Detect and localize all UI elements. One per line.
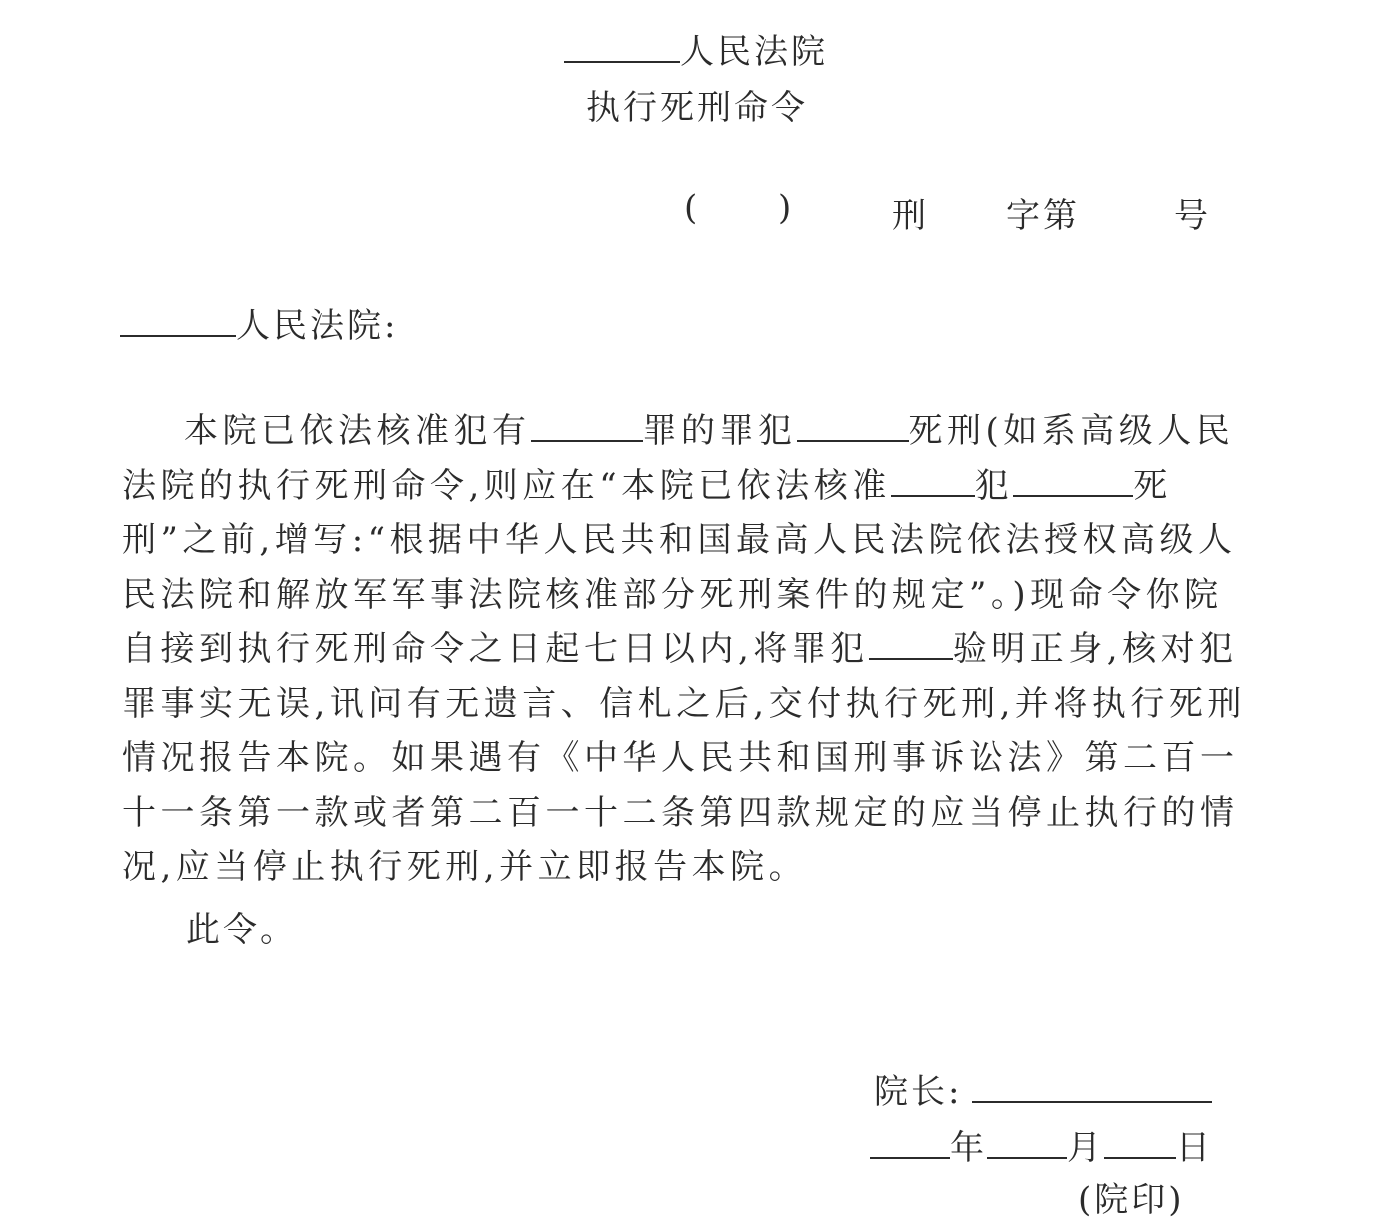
month-label: 月 [1067, 1128, 1104, 1168]
court-suffix: 人民法院 [680, 32, 828, 72]
addressee-court-suffix: 人民法院: [236, 306, 399, 346]
president-signature-blank[interactable] [972, 1071, 1212, 1103]
court-name-header [564, 24, 828, 73]
case-number-close-paren: ) [778, 188, 795, 228]
order-closing: 此令。 [186, 910, 297, 950]
body-text-6: 验明正身,核对犯罪事实无误,讯问有无遗言、信札之后,交付执行死刑,并将执行死刑情况报告本院。如果遇有《中华人民共和国刑事诉讼法》第二百一十一条第一款或者第二百一十二条第四款规定的应当停止执行的情况,应当停止执行死刑,并立即报告本院。 [122, 629, 1246, 887]
case-number-zidi: 字第 [1006, 196, 1080, 236]
insert-name-blank[interactable] [1013, 465, 1133, 497]
month-blank[interactable] [987, 1127, 1067, 1159]
document-title: 执行死刑命令 [586, 88, 808, 128]
addressee-court-blank[interactable] [120, 305, 236, 337]
court-seal-label: (院印) [1078, 1180, 1185, 1220]
verify-name-blank[interactable] [869, 628, 953, 660]
insert-crime-blank[interactable] [891, 465, 975, 497]
court-name-blank[interactable] [564, 31, 680, 63]
body-text-2: 罪的罪犯 [642, 411, 797, 451]
president-label: 院长: [874, 1072, 963, 1112]
case-number-open-paren: ( [684, 188, 701, 228]
order-body [122, 404, 1254, 895]
criminal-name-blank[interactable] [797, 410, 909, 442]
body-text-3: 死刑(如系高级人民法院的执行死刑命令,则应在“本院已依法核准 [122, 411, 1235, 506]
day-label: 日 [1176, 1128, 1213, 1168]
day-blank[interactable] [1104, 1127, 1176, 1159]
crime-blank[interactable] [531, 410, 643, 442]
year-label: 年 [950, 1128, 987, 1168]
case-number-hao: 号 [1174, 196, 1211, 236]
body-text-1: 本院已依法核准犯有 [184, 411, 531, 451]
addressee-line [120, 298, 398, 347]
case-number-xing: 刑 [892, 196, 929, 236]
year-blank[interactable] [870, 1127, 950, 1159]
president-line [874, 1064, 1212, 1113]
body-text-4: 犯 [974, 465, 1014, 506]
body-text-5: 死刑”之前,增写:“根据中华人民共和国最高人民法院依法授权高级人民法院和解放军军事法院核准部分死刑案件的规定”。)现命令你院自接到执行死刑命令之日起七日以内,将罪犯 [122, 465, 1237, 669]
date-line [870, 1120, 1213, 1169]
